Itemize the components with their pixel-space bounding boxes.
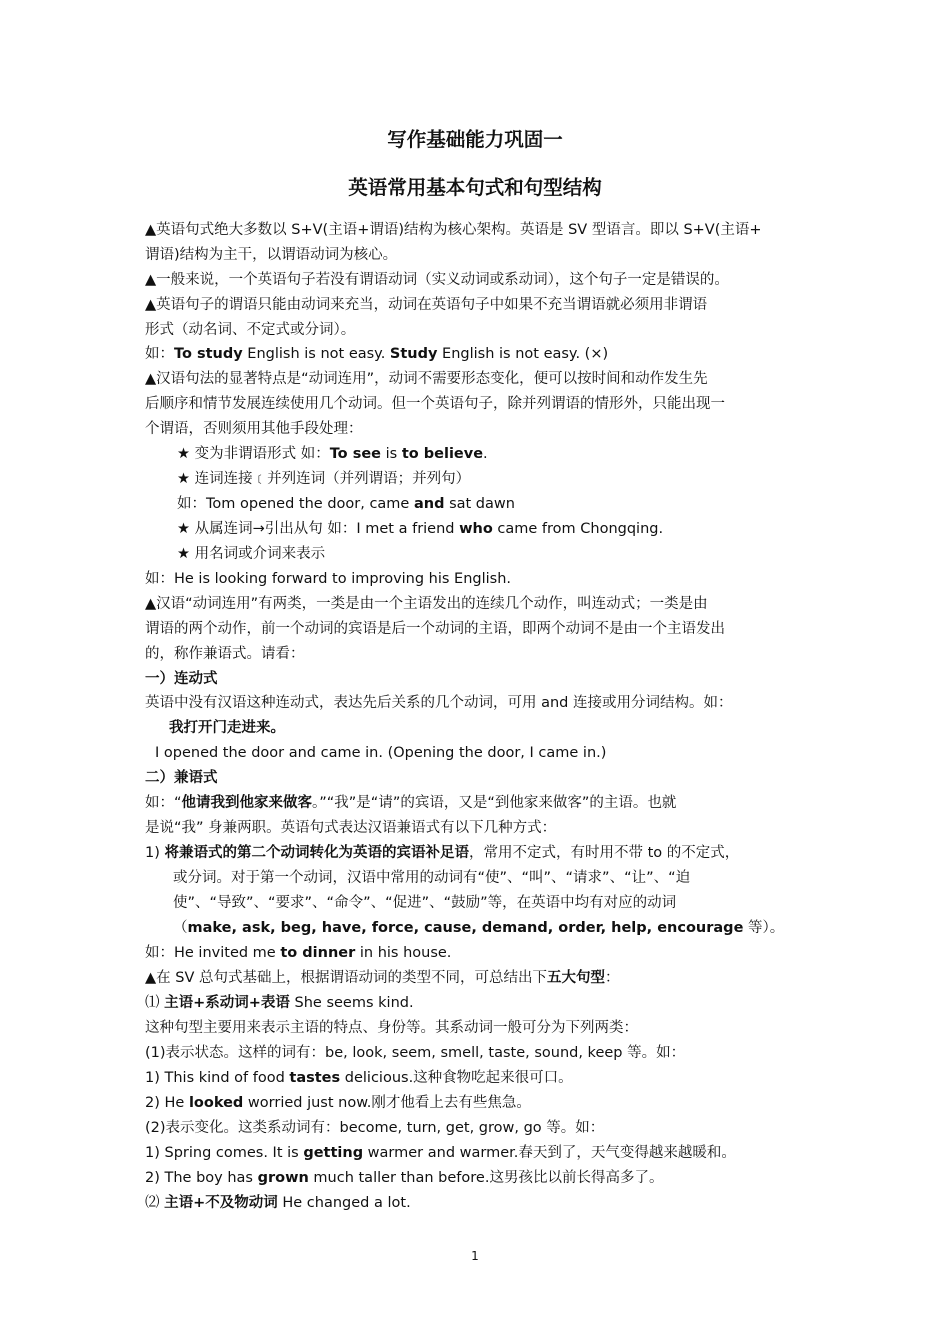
bold-text: and <box>413 496 445 512</box>
text-segment: 个谓语，否则须用其他手段处理： <box>145 421 363 437</box>
text-line <box>173 866 690 890</box>
text-segment: ： <box>605 970 620 986</box>
bold-text: 将兼语式的第二个动词转化为英语的宾语补足语 <box>164 845 469 861</box>
text-segment: ★ 连词连接﹝并列连词（并列谓语；并列句） <box>177 471 471 487</box>
text-line <box>155 741 606 765</box>
text-segment: 后顺序和情节发展连续使用几个动词。但一个英语句子，除并列谓语的情形外，只能出现一 <box>145 396 725 412</box>
text-line <box>145 816 556 840</box>
text-segment: ★ 用名词或介词来表示 <box>177 546 326 562</box>
text-line <box>145 1091 531 1115</box>
bold-text: To study <box>174 346 243 362</box>
text-segment: 的，称作兼语式。请看： <box>145 646 305 662</box>
text-segment: English is not easy. <box>242 346 390 362</box>
text-line <box>145 1016 638 1040</box>
text-segment: 2) The boy has <box>145 1170 258 1186</box>
bold-text: to believe <box>401 446 484 462</box>
text-segment: 1) This kind of food <box>145 1070 290 1086</box>
bold-text: 二）兼语式 <box>145 770 218 786</box>
text-line <box>145 1116 604 1140</box>
bold-text: Study <box>389 346 438 362</box>
text-segment: English is not easy. (×) <box>437 346 609 362</box>
text-segment: 这种句型主要用来表示主语的特点、身份等。其系动词一般可分为下列两类： <box>145 1020 638 1036</box>
text-segment: ⑵ <box>145 1195 165 1211</box>
text-segment: ▲英语句子的谓语只能由动词来充当，动词在英语句子中如果不充当谓语就必须用非谓语 <box>145 297 708 313</box>
bold-text: tastes <box>289 1070 341 1086</box>
bold-text: getting <box>303 1145 364 1161</box>
text-line <box>145 791 676 815</box>
text-segment: 如：He is looking forward to improving his English. <box>145 571 512 587</box>
text-segment: is <box>381 446 402 462</box>
text-segment: She seems kind. <box>289 995 414 1011</box>
text-line <box>145 617 725 641</box>
bold-text: 一）连动式 <box>145 671 218 687</box>
text-line <box>145 1166 663 1190</box>
text-line <box>173 891 676 915</box>
text-segment: （ <box>173 920 188 936</box>
text-segment: 是说“我” 身兼两职。英语句式表达汉语兼语式有以下几种方式： <box>145 820 557 836</box>
text-line <box>145 966 620 990</box>
text-segment: 如：He invited me <box>145 945 281 961</box>
text-line <box>145 991 414 1015</box>
text-line <box>145 1141 736 1165</box>
text-segment: ▲在 SV 总句式基础上，根据谓语动词的类型不同，可总结出下 <box>145 970 547 986</box>
text-segment: ▲汉语句法的显著特点是“动词连用”，动词不需要形态变化，便可以按时间和动作发生先 <box>145 371 708 387</box>
bold-text: to dinner <box>280 945 356 961</box>
bold-text: who <box>459 521 493 537</box>
text-segment: ★ 从属连词→引出从句 如：I met a friend <box>177 521 460 537</box>
page-title: 写作基础能力巩固一 <box>387 128 563 151</box>
text-line <box>145 941 451 965</box>
text-line <box>145 392 725 416</box>
text-line <box>145 293 707 317</box>
text-segment: delicious.这种食物吃起来很可口。 <box>340 1070 573 1086</box>
text-line <box>145 691 733 715</box>
text-line <box>145 766 218 790</box>
text-line <box>177 492 515 516</box>
text-segment: ★ 变为非谓语形式 如： <box>177 446 330 462</box>
text-segment: 2) He <box>145 1095 189 1111</box>
text-segment: 如：“ <box>145 795 182 811</box>
text-segment: 谓语的两个动作，前一个动词的宾语是后一个动词的主语，即两个动词不是由一个主语发出 <box>145 621 725 637</box>
text-segment: 等）。 <box>743 920 785 936</box>
text-segment: (1)表示状态。这样的词有：be, look, seem, smell, taste, sound, keep 等。如： <box>145 1045 686 1061</box>
text-line <box>177 467 470 491</box>
text-line <box>145 1191 411 1215</box>
text-line <box>145 642 305 666</box>
text-line <box>145 567 511 591</box>
text-segment: 如： <box>145 346 174 362</box>
text-line <box>145 367 708 391</box>
bold-text: 五大句型 <box>547 970 605 986</box>
bold-text: 我打开门走进来。 <box>169 720 285 736</box>
text-line <box>145 268 729 292</box>
text-line <box>145 667 218 691</box>
text-segment: came from Chongqing. <box>492 521 664 537</box>
bold-text: 主语+系动词+表语 <box>164 995 290 1011</box>
text-line <box>177 542 325 566</box>
text-segment: 。”“我”是“请”的宾语，又是“到他家来做客”的主语。也就 <box>312 795 677 811</box>
bold-text: 主语+不及物动词 <box>164 1195 278 1211</box>
text-segment: 使”、“导致”、“要求”、“命令”、“促进”、“鼓励”等，在英语中均有对应的动词 <box>173 895 677 911</box>
text-segment: 如：Tom opened the door, came <box>177 496 414 512</box>
bold-text: make, ask, beg, have, force, cause, demand, order, help, encourage <box>187 920 744 936</box>
text-segment: . <box>483 446 488 462</box>
text-segment: 1) Spring comes. It is <box>145 1145 304 1161</box>
text-line <box>145 841 739 865</box>
text-line <box>169 716 285 740</box>
text-segment: much taller than before.这男孩比以前长得高多了。 <box>308 1170 664 1186</box>
bold-text: grown <box>257 1170 309 1186</box>
text-line <box>177 517 663 541</box>
bold-text: 他请我到他家来做客 <box>181 795 313 811</box>
bold-text: To see <box>329 446 381 462</box>
text-line <box>145 218 762 242</box>
text-segment: (2)表示变化。这类系动词有：become, turn, get, grow, go 等。如： <box>145 1120 605 1136</box>
text-line <box>145 342 608 366</box>
text-segment: He changed a lot. <box>277 1195 411 1211</box>
text-segment: in his house. <box>355 945 452 961</box>
text-segment: sat dawn <box>444 496 515 512</box>
text-segment: 1) <box>145 845 165 861</box>
text-segment: ▲汉语“动词连用”有两类，一类是由一个主语发出的连续几个动作，叫连动式；一类是由 <box>145 596 708 612</box>
text-segment: warmer and warmer.春天到了，天气变得越来越暖和。 <box>363 1145 736 1161</box>
text-line <box>145 1066 573 1090</box>
text-segment: ⑴ <box>145 995 165 1011</box>
page-subtitle: 英语常用基本句式和句型结构 <box>348 176 602 199</box>
text-line <box>177 442 488 466</box>
text-segment: ，常用不定式，有时用不带 to 的不定式， <box>469 845 740 861</box>
text-line <box>145 318 355 342</box>
text-segment: 英语中没有汉语这种连动式，表达先后关系的几个动词，可用 and 连接或用分词结构。如： <box>145 695 733 711</box>
text-line <box>145 417 363 441</box>
bold-text: looked <box>188 1095 244 1111</box>
text-segment: I opened the door and came in. (Opening the door, I came in.) <box>155 745 607 761</box>
text-line <box>145 243 397 267</box>
text-segment: 谓语)结构为主干，以谓语动词为核心。 <box>145 247 398 263</box>
text-line <box>145 1041 685 1065</box>
text-segment: 形式（动名词、不定式或分词）。 <box>145 322 356 338</box>
text-line <box>145 592 708 616</box>
text-segment: worried just now.刚才他看上去有些焦急。 <box>243 1095 531 1111</box>
text-segment: 或分词。对于第一个动词，汉语中常用的动词有“使”、“叫”、“请求”、“让”、“迫 <box>173 870 691 886</box>
text-segment: ▲英语句式绝大多数以 S+V(主语+谓语)结构为核心架构。英语是 SV 型语言。即以 S+V(主语+ <box>145 222 762 238</box>
text-line <box>173 916 784 940</box>
text-segment: ▲一般来说，一个英语句子若没有谓语动词（实义动词或系动词），这个句子一定是错误的。 <box>145 272 729 288</box>
page-number: 1 <box>471 1249 479 1263</box>
